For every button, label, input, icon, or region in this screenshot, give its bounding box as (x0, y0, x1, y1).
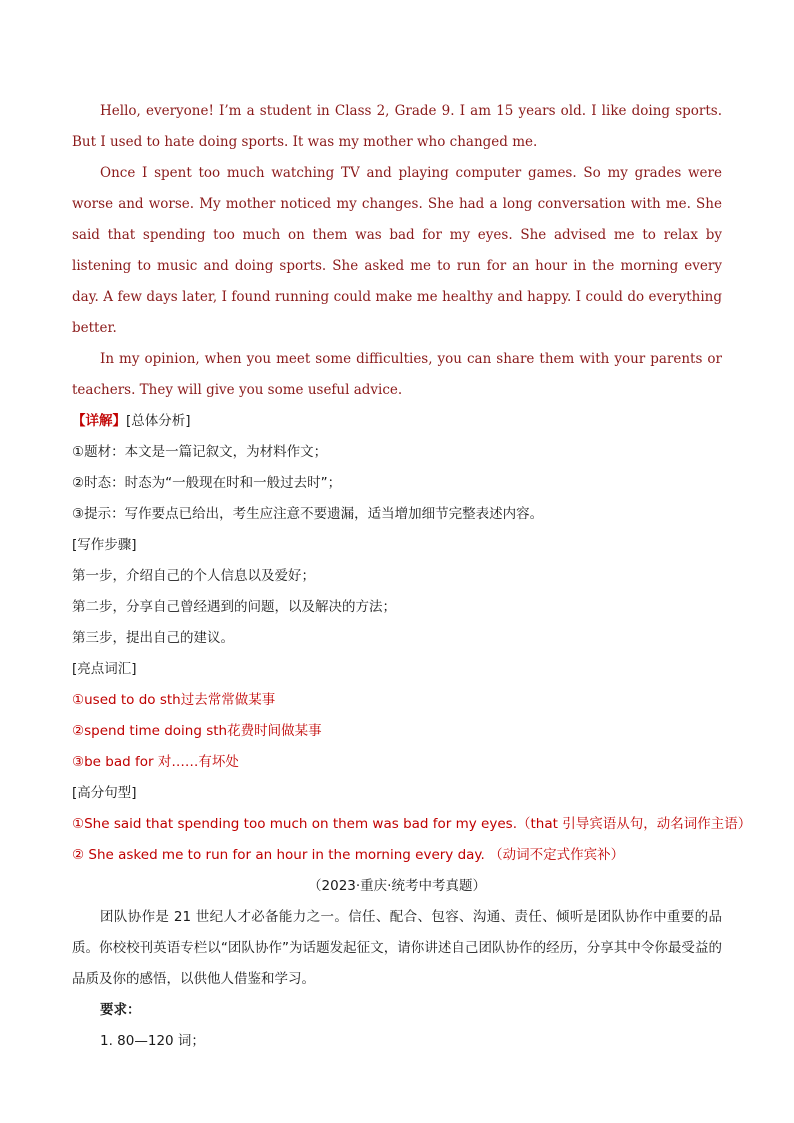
vocab-item-2: ②spend time doing sth花费时间做某事 (72, 723, 322, 739)
overall-item-1: ①题材：本文是一篇记叙文，为材料作文； (72, 444, 328, 460)
steps-heading: [写作步骤] (72, 537, 137, 553)
essay-paragraph-2: Once I spent too much watching TV and playing computer games. So my grades were worse and worse. My mother noticed my changes. She had a long conversation with me. She said that spending too much on them was bad for my eyes. She advised me to relax by listening to music and doing sports. She asked me to run for an hour in the morning every day. A few days later, I found running could make me healthy and happy. I could do everything better. (72, 165, 722, 336)
analysis-header (72, 406, 722, 437)
overall-item-3: ③提示：写作要点已给出，考生应注意不要遗漏，适当增加细节完整表述内容。 (72, 506, 544, 522)
step-1: 第一步，介绍自己的个人信息以及爱好； (72, 568, 315, 584)
detail-tag: 【详解】 (72, 413, 126, 429)
question-source: （2023·重庆·统考中考真题） (308, 878, 486, 894)
vocab-heading: [亮点词汇] (72, 661, 137, 677)
question-prompt: 团队协作是 21 世纪人才必备能力之一。信任、配合、包容、沟通、责任、倾听是团队协作中重要的品质。你校校刊英语专栏以“团队协作”为话题发起征文，请你讲述自己团队协作的经历，分享其中令你最受益的品质及你的感悟，以供他人借鉴和学习。 (72, 909, 722, 987)
requirements-label: 要求： (100, 1002, 141, 1018)
document-page (72, 96, 752, 1057)
next-question (72, 871, 722, 1057)
analysis-section (72, 406, 752, 871)
essay-paragraph-3: In my opinion, when you meet some difficulties, you can share them with your parents or teachers. They will give you some useful advice. (72, 351, 722, 398)
sentence-item-1: ①She said that spending too much on them was bad for my eyes.（that 引导宾语从句，动名词作主语） (72, 816, 752, 832)
vocab-item-3: ③be bad for 对……有坏处 (72, 754, 239, 770)
step-2: 第二步，分享自己曾经遇到的问题，以及解决的方法； (72, 599, 396, 615)
sentences-heading: [高分句型] (72, 785, 137, 801)
step-3: 第三步，提出自己的建议。 (72, 630, 234, 646)
overall-item-2: ②时态：时态为“一般现在时和一般过去时”； (72, 475, 342, 491)
sentence-item-2: ② She asked me to run for an hour in the morning every day. （动词不定式作宾补） (72, 847, 625, 863)
model-essay (72, 96, 722, 406)
overall-heading: [总体分析] (126, 413, 191, 429)
requirement-1: 1. 80—120 词； (100, 1033, 205, 1049)
vocab-item-1: ①used to do sth过去常常做某事 (72, 692, 276, 708)
essay-paragraph-1: Hello, everyone! I’m a student in Class 2, Grade 9. I am 15 years old. I like doing sports. But I used to hate doing sports. It was my mother who changed me. (72, 103, 722, 150)
